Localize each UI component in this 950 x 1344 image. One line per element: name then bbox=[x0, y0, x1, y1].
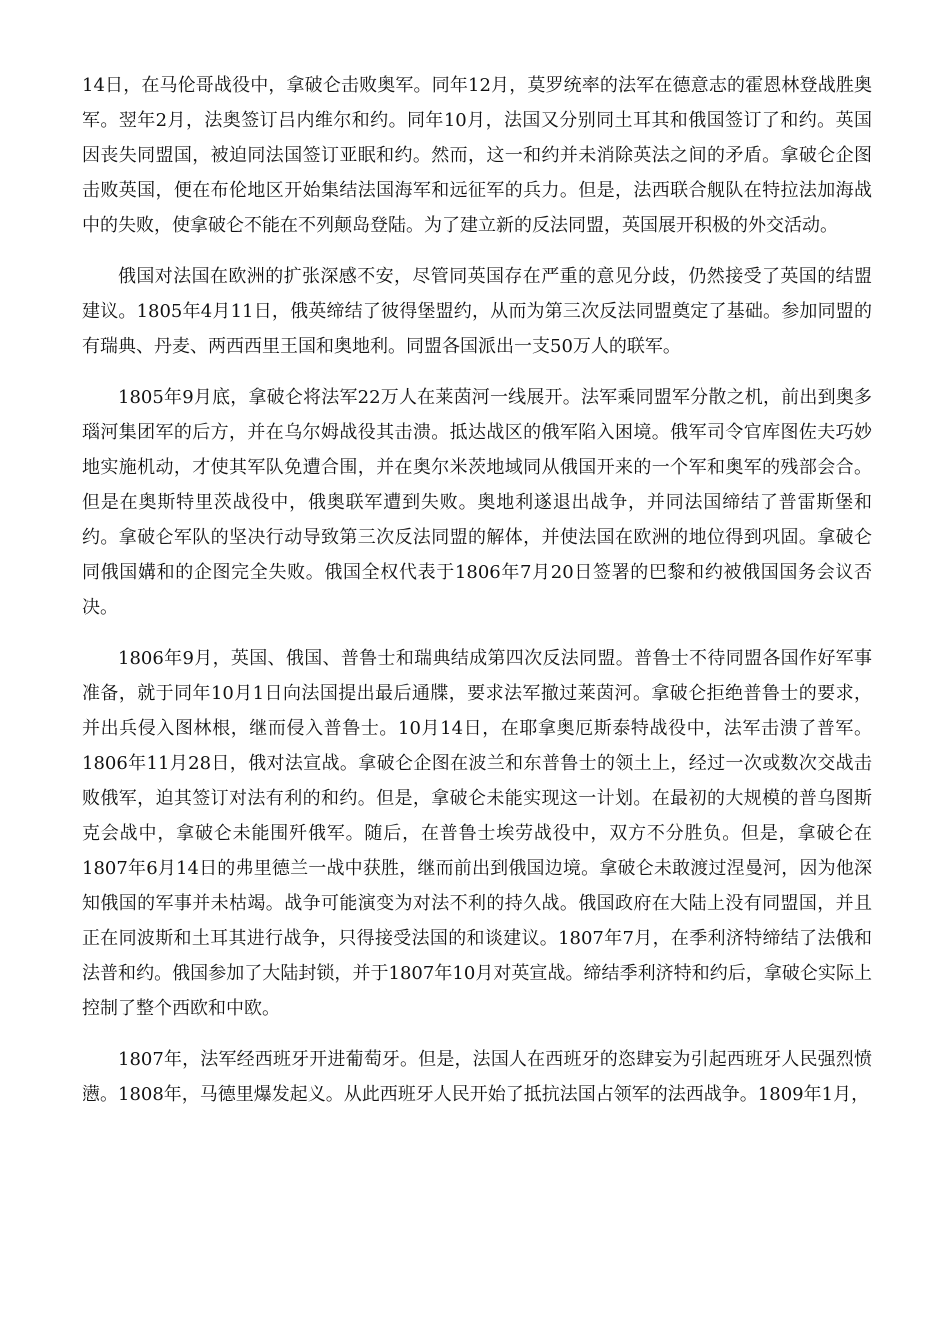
document-page bbox=[82, 68, 872, 1128]
paragraph-third-coalition-formation: 俄国对法国在欧洲的扩张深感不安，尽管同英国存在严重的意见分歧，仍然接受了英国的结盟建议。1805年4月11日，俄英缔结了彼得堡盟约，从而为第三次反法同盟奠定了基础。参加同盟的有瑞典、丹麦、两西西里王国和奥地利。同盟各国派出一支50万人的联军。 bbox=[82, 266, 872, 357]
paragraph-fourth-coalition: 1806年9月，英国、俄国、普鲁士和瑞典结成第四次反法同盟。普鲁士不待同盟各国作好军事准备，就于同年10月1日向法国提出最后通牒，要求法军撤过莱茵河。拿破仑拒绝普鲁士的要求，并出兵侵入图林根，继而侵入普鲁士。10月14日，在耶拿奥厄斯泰特战役中，法军击溃了普军。1806年11月28日，俄对法宣战。拿破仑企图在波兰和东普鲁士的领土上，经过一次或数次交战击败俄军，迫其签订对法有利的和约。但是，拿破仑未能实现这一计划。在最初的大规模的普乌图斯克会战中，拿破仑未能围歼俄军。随后，在普鲁士埃劳战役中，双方不分胜负。但是，拿破仑在1807年6月14日的弗里德兰一战中获胜，继而前出到俄国边境。拿破仑未敢渡过涅曼河，因为他深知俄国的军事并未枯竭。战争可能演变为对法不利的持久战。俄国政府在大陆上没有同盟国，并且正在同波斯和土耳其进行战争，只得接受法国的和谈建议。1807年7月，在季利济特缔结了法俄和法普和约。俄国参加了大陆封锁，并于1807年10月对英宣战。缔结季利济特和约后，拿破仑实际上控制了整个西欧和中欧。 bbox=[82, 648, 872, 1019]
paragraph-continuation: 14日，在马伦哥战役中，拿破仑击败奥军。同年12月，莫罗统率的法军在德意志的霍恩林登战胜奥军。翌年2月，法奥签订吕内维尔和约。同年10月，法国又分别同土耳其和俄国签订了和约。英国因丧失同盟国，被迫同法国签订亚眠和约。然而，这一和约并未消除英法之间的矛盾。拿破仑企图击败英国，便在布伦地区开始集结法国海军和远征军的兵力。但是，法西联合舰队在特拉法加海战中的失败，使拿破仑不能在不列颠岛登陆。为了建立新的反法同盟，英国展开积极的外交活动。 bbox=[82, 75, 872, 236]
paragraph-1805-campaign: 1805年9月底，拿破仑将法军22万人在莱茵河一线展开。法军乘同盟军分散之机，前出到奥多瑙河集团军的后方，并在乌尔姆战役其击溃。抵达战区的俄军陷入困境。俄军司令官库图佐夫巧妙地实施机动，才使其军队免遭合围，并在奥尔米茨地域同从俄国开来的一个军和奥军的残部会合。但是在奥斯特里茨战役中，俄奥联军遭到失败。奥地利遂退出战争，并同法国缔结了普雷斯堡和约。拿破仑军队的坚决行动导致第三次反法同盟的解体，并使法国在欧洲的地位得到巩固。拿破仑同俄国媾和的企图完全失败。俄国全权代表于1806年7月20日签署的巴黎和约被俄国国务会议否决。 bbox=[82, 387, 872, 618]
paragraph-peninsular-war: 1807年，法军经西班牙开进葡萄牙。但是，法国人在西班牙的恣肆妄为引起西班牙人民强烈愤懑。1808年，马德里爆发起义。从此西班牙人民开始了抵抗法国占领军的法西战争。1809年1月， bbox=[82, 1049, 872, 1105]
